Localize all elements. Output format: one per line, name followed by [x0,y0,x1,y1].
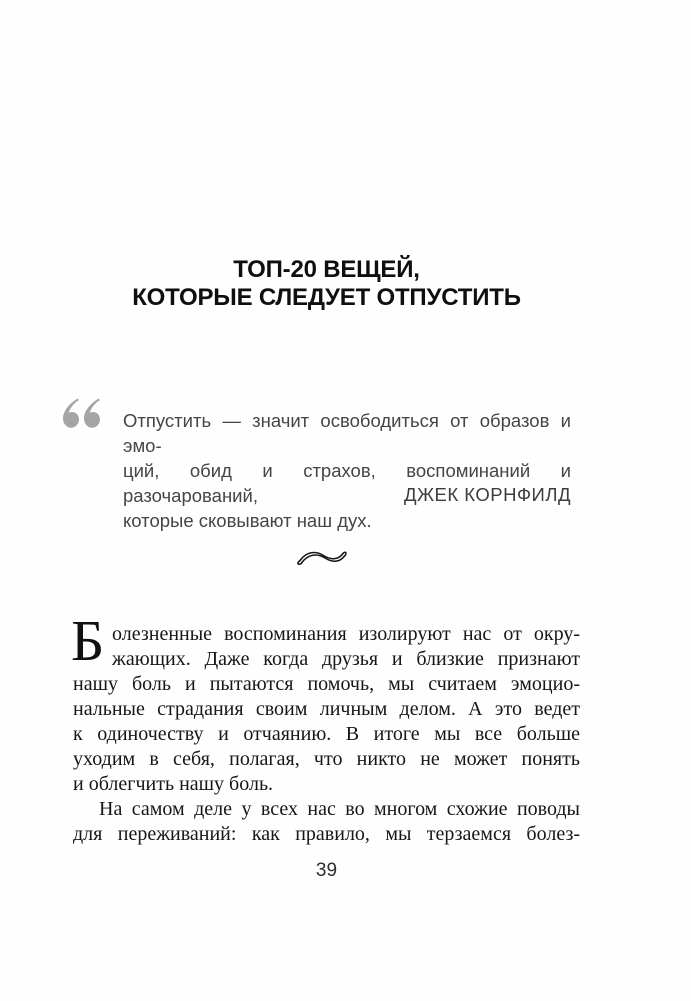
drop-cap: Б [71,608,105,673]
chapter-title-line-1: ТОП-20 ВЕЩЕЙ, [233,256,420,283]
body-text-line: жающих. Даже когда друзья и близкие признают [112,648,580,670]
body-text-line: На самом деле у всех нас во многом схожие поводы [99,798,580,820]
quote-line: которые сковывают наш дух. [123,510,372,531]
quote-attribution: ДЖЕК КОРНФИЛД [403,484,571,505]
chapter-title [73,256,580,312]
body-text-line: уходим в себя, полагая, что никто не может понять [73,748,580,770]
body-text-line: нашу боль и пытаются помочь, мы считаем эмоцио- [73,673,580,695]
quote-line: ций, обид и страхов, воспоминаний и разочарований, [123,460,571,506]
quote-line: Отпустить — значит освободиться от образов и эмо- [123,410,571,456]
body-text-line: к одиночеству и отчаянию. В итоге мы все больше [73,723,580,745]
divider-swash-icon [296,549,348,567]
epigraph-quote [123,408,571,533]
body-text-line: нальные страдания своим личным делом. А это ведет [73,698,580,720]
quote-mark-icon [62,398,102,429]
body-text-line: олезненные воспоминания изолируют нас от окру- [112,623,580,645]
body-text-line: для переживаний: как правило, мы терзаемся болез- [73,823,580,845]
chapter-title-line-2: КОТОРЫЕ СЛЕДУЕТ ОТПУСТИТЬ [132,284,521,311]
page-number: 39 [315,860,338,881]
body-text [73,622,580,847]
body-text-line: и облегчить нашу боль. [73,773,274,795]
